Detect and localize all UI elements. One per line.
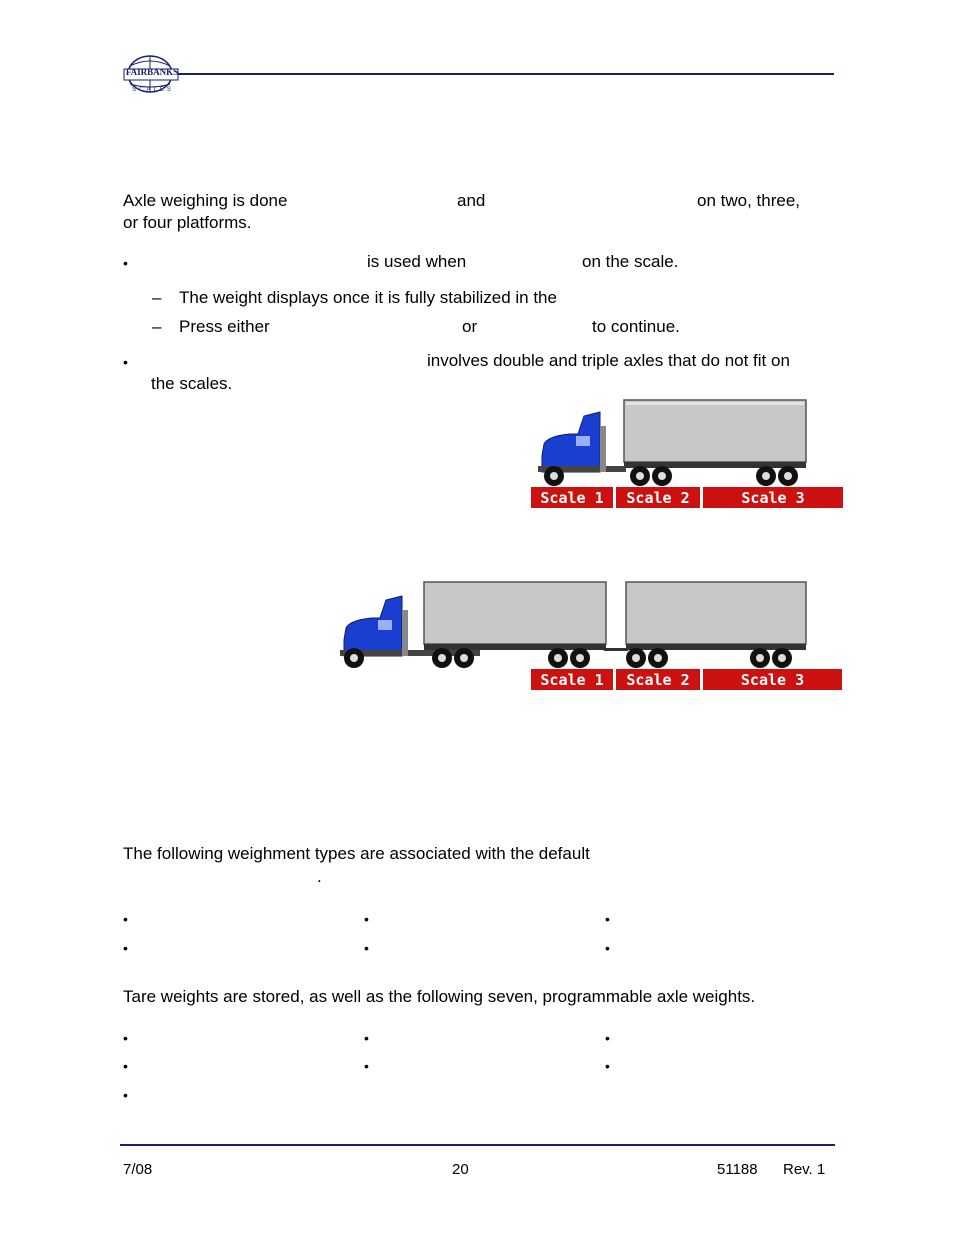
bullet2-line2: the scales. xyxy=(151,374,233,393)
bullet-marker: • xyxy=(364,911,369,927)
bullet-marker: • xyxy=(605,911,610,927)
bullet-marker: • xyxy=(364,1058,369,1074)
intro-part1: Axle weighing is done xyxy=(123,191,288,210)
dash-marker: – xyxy=(152,288,162,307)
scale-label-3: Scale 3 xyxy=(741,489,805,507)
scale-label-3: Scale 3 xyxy=(740,671,805,689)
footer-date: 7/08 xyxy=(123,1161,153,1178)
bullet-marker: • xyxy=(123,911,128,927)
scale-label-1: Scale 1 xyxy=(540,489,604,507)
weighment-text: The following weighment types are associated with the default xyxy=(123,844,590,863)
scale-label-2: Scale 2 xyxy=(626,489,690,507)
bullet-marker: • xyxy=(364,1030,369,1046)
weighment-line2: . xyxy=(317,867,322,886)
logo-subtext: SCALES xyxy=(132,87,174,93)
footer-doc-number: 51188 xyxy=(717,1161,758,1178)
intro-part3: on two, three, xyxy=(697,191,801,210)
logo-text: FAIRBANKS xyxy=(125,67,179,77)
scale-label-2: Scale 2 xyxy=(626,671,690,689)
dash-marker: – xyxy=(152,317,162,336)
bullet1-part2: on the scale. xyxy=(582,252,679,271)
bullet-marker: • xyxy=(123,940,128,956)
sub-bullet-2-part2: or xyxy=(462,317,478,336)
bullet1-part1: is used when xyxy=(367,252,467,271)
sub-bullet-1: The weight displays once it is fully stabilized in the xyxy=(179,288,557,307)
bullet2-part1: involves double and triple axles that do not fit on xyxy=(427,351,790,370)
footer-page-number: 20 xyxy=(452,1161,469,1178)
bullet-marker: • xyxy=(123,354,128,370)
bullet-marker: • xyxy=(123,1087,128,1103)
header-rule xyxy=(178,73,834,75)
sub-bullet-2-part1: Press either xyxy=(179,317,270,336)
bullet-marker: • xyxy=(605,940,610,956)
footer-rule xyxy=(120,1144,835,1146)
intro-part2: and xyxy=(457,191,486,210)
bullet-marker: • xyxy=(123,1030,128,1046)
bullet-marker: • xyxy=(605,1058,610,1074)
bullet-marker: • xyxy=(605,1030,610,1046)
sub-bullet-2-part3: to continue. xyxy=(592,317,680,336)
bullet-marker: • xyxy=(123,1058,128,1074)
tare-text: Tare weights are stored, as well as the following seven, programmable axle weights. xyxy=(123,987,756,1006)
bullet-marker: • xyxy=(123,255,128,271)
bullet-marker: • xyxy=(364,940,369,956)
intro-line2: or four platforms. xyxy=(123,213,252,232)
footer-revision: Rev. 1 xyxy=(783,1161,826,1178)
scale-label-1: Scale 1 xyxy=(540,671,604,689)
